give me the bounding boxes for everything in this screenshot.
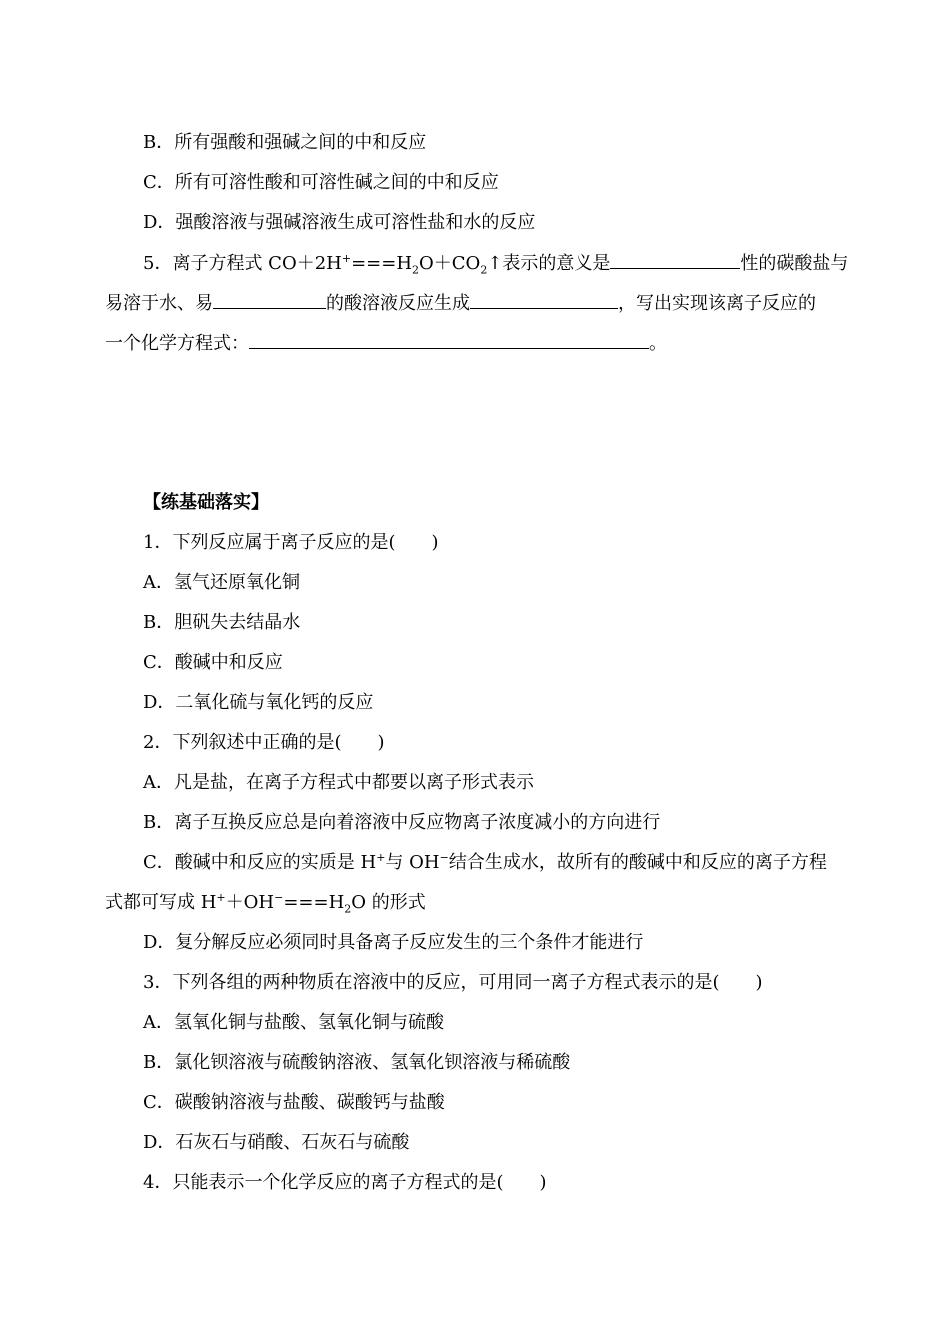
q2-option-b: B．离子互换反应总是向着溶液中反应物离子浓度减小的方向进行 [143,812,661,833]
q5-sub-2a: 2 [412,263,420,277]
q5-text-1: 5．离子方程式 CO＋2H [143,253,342,274]
option-d-text: D．强酸溶液与强碱溶液生成可溶性盐和水的反应 [143,212,536,233]
q2c-text-6: ===H [283,892,345,913]
question-2: 2．下列叙述中正确的是( ) [143,732,385,753]
q5-text-3: O＋CO [419,253,481,274]
q2-option-c-line-2 [105,890,850,916]
q5-text-5: 性的碳酸盐与 [740,253,849,274]
q5-text-9: 一个化学方程式： [105,333,249,354]
q5-sub-2b: 2 [480,263,488,277]
q3-option-c: C．碳酸钠溶液与盐酸、碳酸钙与盐酸 [143,1092,445,1113]
q2c-text-4: 式都可写成 H [105,892,217,913]
q2c-sub-1: 2 [344,902,352,916]
q5-text-7: 的酸溶液反应生成 [326,293,470,314]
q2c-text-7: O 的形式 [351,892,426,913]
q5-text-10: 。 [649,333,667,354]
q2c-text-5: ＋OH [225,892,275,913]
q1-option-a: A．氢气还原氧化铜 [143,572,300,593]
q5-text-8: ，写出实现该离子反应的 [618,293,816,314]
q2-option-d: D．复分解反应必须同时具备离子反应发生的三个条件才能进行 [143,932,644,953]
q2c-text-1: C．酸碱中和反应的实质是 H [143,852,377,873]
q2-option-a: A．凡是盐，在离子方程式中都要以离子形式表示 [143,772,534,793]
answer-blank-2[interactable] [213,290,326,309]
q5-text-2: ===H [351,253,413,274]
q2c-text-2: 与 OH [385,852,440,873]
q2-option-c-line-1 [143,850,850,876]
q3-option-d: D．石灰石与硝酸、石灰石与硫酸 [143,1132,410,1153]
q2c-sup-3: + [216,891,226,904]
answer-blank-4[interactable] [249,330,649,349]
q1-option-b: B．胆矾失去结晶水 [143,612,301,633]
q5-text-4: ↑表示的意义是 [487,253,611,274]
option-b-text: B．所有强酸和强碱之间的中和反应 [143,132,427,153]
q5-text-6: 易溶于水、易 [105,293,213,314]
answer-blank-1[interactable] [610,250,740,269]
q2c-text-3: 结合生成水，故所有的酸碱中和反应的离子方程 [448,852,827,873]
q3-option-a: A．氢氧化铜与盐酸、氢氧化铜与硫酸 [143,1012,444,1033]
question-5-line-1 [143,250,850,277]
q2c-sup-4: − [274,891,284,904]
q3-option-b: B．氯化钡溶液与硫酸钠溶液、氢氧化钡溶液与稀硫酸 [143,1052,571,1073]
q1-option-d: D．二氧化硫与氧化钙的反应 [143,692,374,713]
question-4: 4．只能表示一个化学反应的离子方程式的是( ) [143,1172,547,1193]
question-1: 1．下列反应属于离子反应的是( ) [143,532,439,553]
question-5-line-3 [105,330,850,357]
question-5-line-2 [105,290,850,317]
section-heading: 【练基础落实】 [143,492,269,513]
q1-option-c: C．酸碱中和反应 [143,652,283,673]
q5-sup-plus: + [341,252,352,265]
q2c-sup-2: − [439,851,449,864]
answer-blank-3[interactable] [470,290,618,309]
option-c-text: C．所有可溶性酸和可溶性碱之间的中和反应 [143,172,499,193]
q2c-sup-1: + [376,851,386,864]
question-3: 3．下列各组的两种物质在溶液中的反应，可用同一离子方程式表示的是( ) [143,972,763,993]
